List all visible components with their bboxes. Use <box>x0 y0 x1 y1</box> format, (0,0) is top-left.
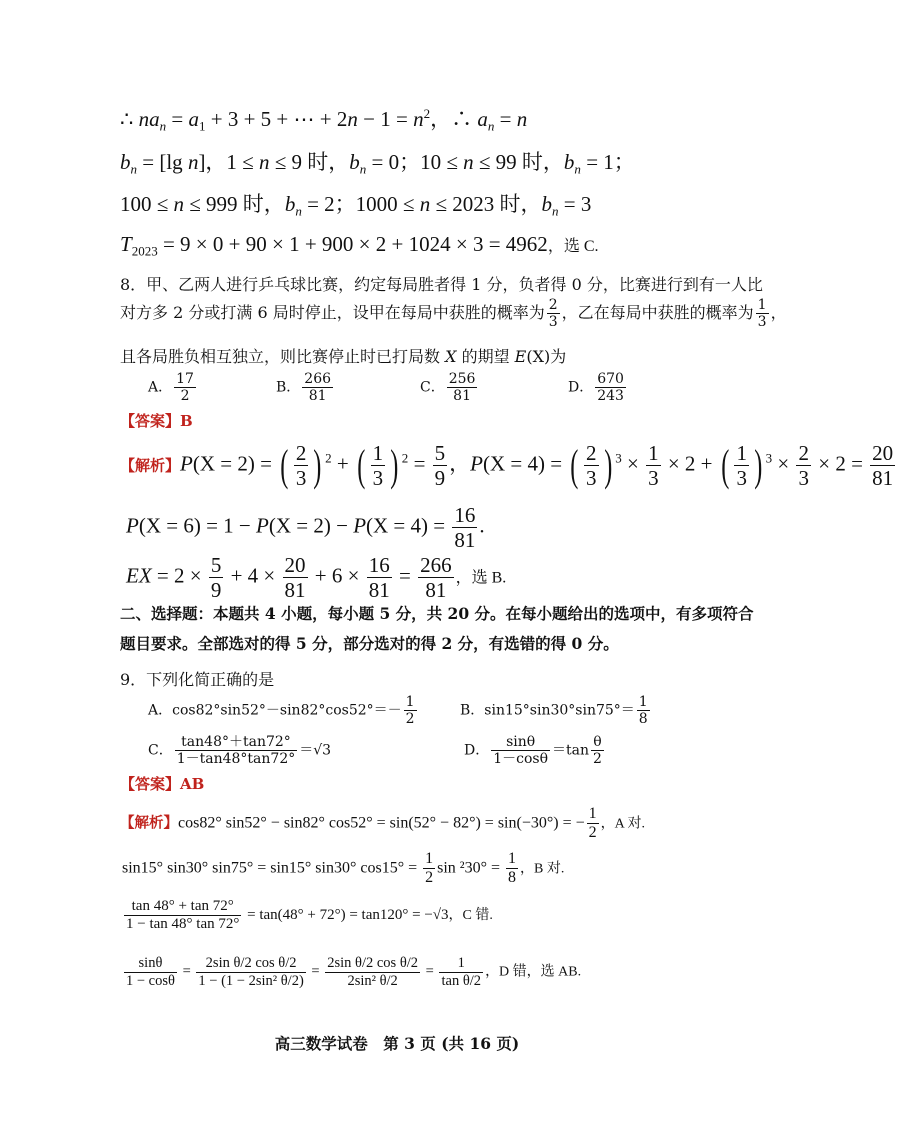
q8-solution-line-1: 【解析】P(X = 2) = ( $\frac{2}{3}$ ) $^2$ + ( $\frac{1}{3}$ ) $^2$ = $\frac{5}{9}$ ，P(X = 4) = ( $\frac{2}{3}$ ) $^3$ × $\frac{1}{3}$ × 2 + ( $\frac{1}{3}$ ) $^3$ × $\frac{2}{3}$ × 2 = $\frac{20}{81}$ <box>120 440 894 491</box>
q9-stem: 9．下列化简正确的是 <box>120 670 275 689</box>
q9-option-d: D． $\frac{\sin\theta}{1-\cos\theta}$ ＝tan $\frac{\theta}{2}$ <box>464 734 602 768</box>
q8-option-a: A． $\frac{17}{2}$ <box>148 371 194 405</box>
q8-option-c: C． $\frac{256}{81}$ <box>420 371 476 405</box>
solution-line-2: $b_n = [\lg$ n]，1 ≤ n ≤ 9 时，$b_n = 0$；10 ≤ n ≤ 99 时，$b_n = 1$； <box>120 150 635 177</box>
q9-solution-line-b: sin15° sin30° sin75° = sin15° sin30° cos15° = $\frac{1}{2}$ sin ²30° = $\frac{1}{8}$ ，B 对. <box>122 850 565 887</box>
section-2-line-2: 题目要求。全部选对的得 5 分，部分选对的得 2 分，有选错的得 0 分。 <box>120 634 619 653</box>
q9-solution-line-d: $\frac{\sin\theta}{1 - \cos\theta}$ = $\frac{\text{2sin θ/2 cos θ/2}}{\text{1 − (1 − 2sin² θ/2)}}$ = $\frac{\text{2sin θ/2 cos θ/2}}{\text{2sin² θ/2}}$ = $\frac{1}{\text{tan θ/2}}$ ，D 错，选 AB. <box>126 955 582 989</box>
q8-solution-line-2: P(X = 6) = 1 − P(X = 2) − P(X = 4) = $\frac{16}{81}$ . <box>126 503 485 553</box>
q8-option-d: D． $\frac{670}{243}$ <box>568 371 624 405</box>
section-2-line-1: 二、选择题：本题共 4 小题，每小题 5 分，共 20 分。在每小题给出的选项中，有多项符合 <box>120 604 754 623</box>
q8-option-b: B． $\frac{266}{81}$ <box>276 371 332 405</box>
q8-answer: 【答案】B <box>120 412 193 430</box>
solution-line-3: 100 ≤ n ≤ 999 时，$b_n = 2$；1000 ≤ n ≤ 2023 时，$b_n = 3$ <box>120 192 592 219</box>
solution-line-4: $T_{2023} = 9 \times 0 + 90 \times 1 + 900 \times 2 + 1024 \times 3 = 4962$，选 C. <box>120 232 599 259</box>
q8-stem-line-2: 对方多 2 分或打满 6 局时停止，设甲在每局中获胜的概率为 $\frac{2}{3}$ ，乙在每局中获胜的概率为 $\frac{1}{3}$ ， <box>120 297 787 331</box>
q9-option-a: A．cos82°sin52°－sin82°cos52°＝－ $\frac{1}{2}$ <box>148 694 415 728</box>
q9-solution-line-c: $\frac{\tan 48^\circ + \tan 72^\circ}{1 - \tan 48^\circ \tan 72^\circ}$ = tan(48° + 72°) = tan120° = −√3，C 错. <box>126 898 493 933</box>
fraction-1-3: $\frac{1}{3}$ <box>757 297 767 331</box>
q9-option-b: B．sin15°sin30°sin75°＝ $\frac{1}{8}$ <box>460 694 648 728</box>
q8-solution-line-3: EX = 2 × $\frac{5}{9}$ + 4 × $\frac{20}{81}$ + 6 × $\frac{16}{81}$ = $\frac{266}{81}$ ，选 B. <box>126 553 507 603</box>
q9-option-c: C． $\frac{\tan 48^\circ+\tan 72^\circ}{1-\tan 48^\circ\tan 72^\circ}$ ＝√3 <box>148 734 332 768</box>
q8-stem-line-1: 8．甲、乙两人进行乒乓球比赛，约定每局胜者得 1 分，负者得 0 分，比赛进行到有一人比 <box>120 275 763 294</box>
q9-answer: 【答案】AB <box>120 775 205 793</box>
q9-solution-line-a: 【解析】cos82° sin52° − sin82° cos52° = sin(52° − 82°) = sin(−30°) = − $\frac{1}{2}$ ，A 对. <box>120 805 645 842</box>
solution-line-1: ∴ $na_n = a_1 + 3 + 5$ + ⋯ + $2n - 1 = n^2$，∴ $a_n = n$ <box>120 106 528 134</box>
page-footer: 高三数学试卷 第 3 页 (共 16 页) <box>274 1034 520 1053</box>
fraction-2-3: $\frac{2}{3}$ <box>548 297 558 331</box>
q8-stem-line-3: 且各局胜负相互独立，则比赛停止时已打局数 X 的期望 E(X)为 <box>120 347 567 366</box>
